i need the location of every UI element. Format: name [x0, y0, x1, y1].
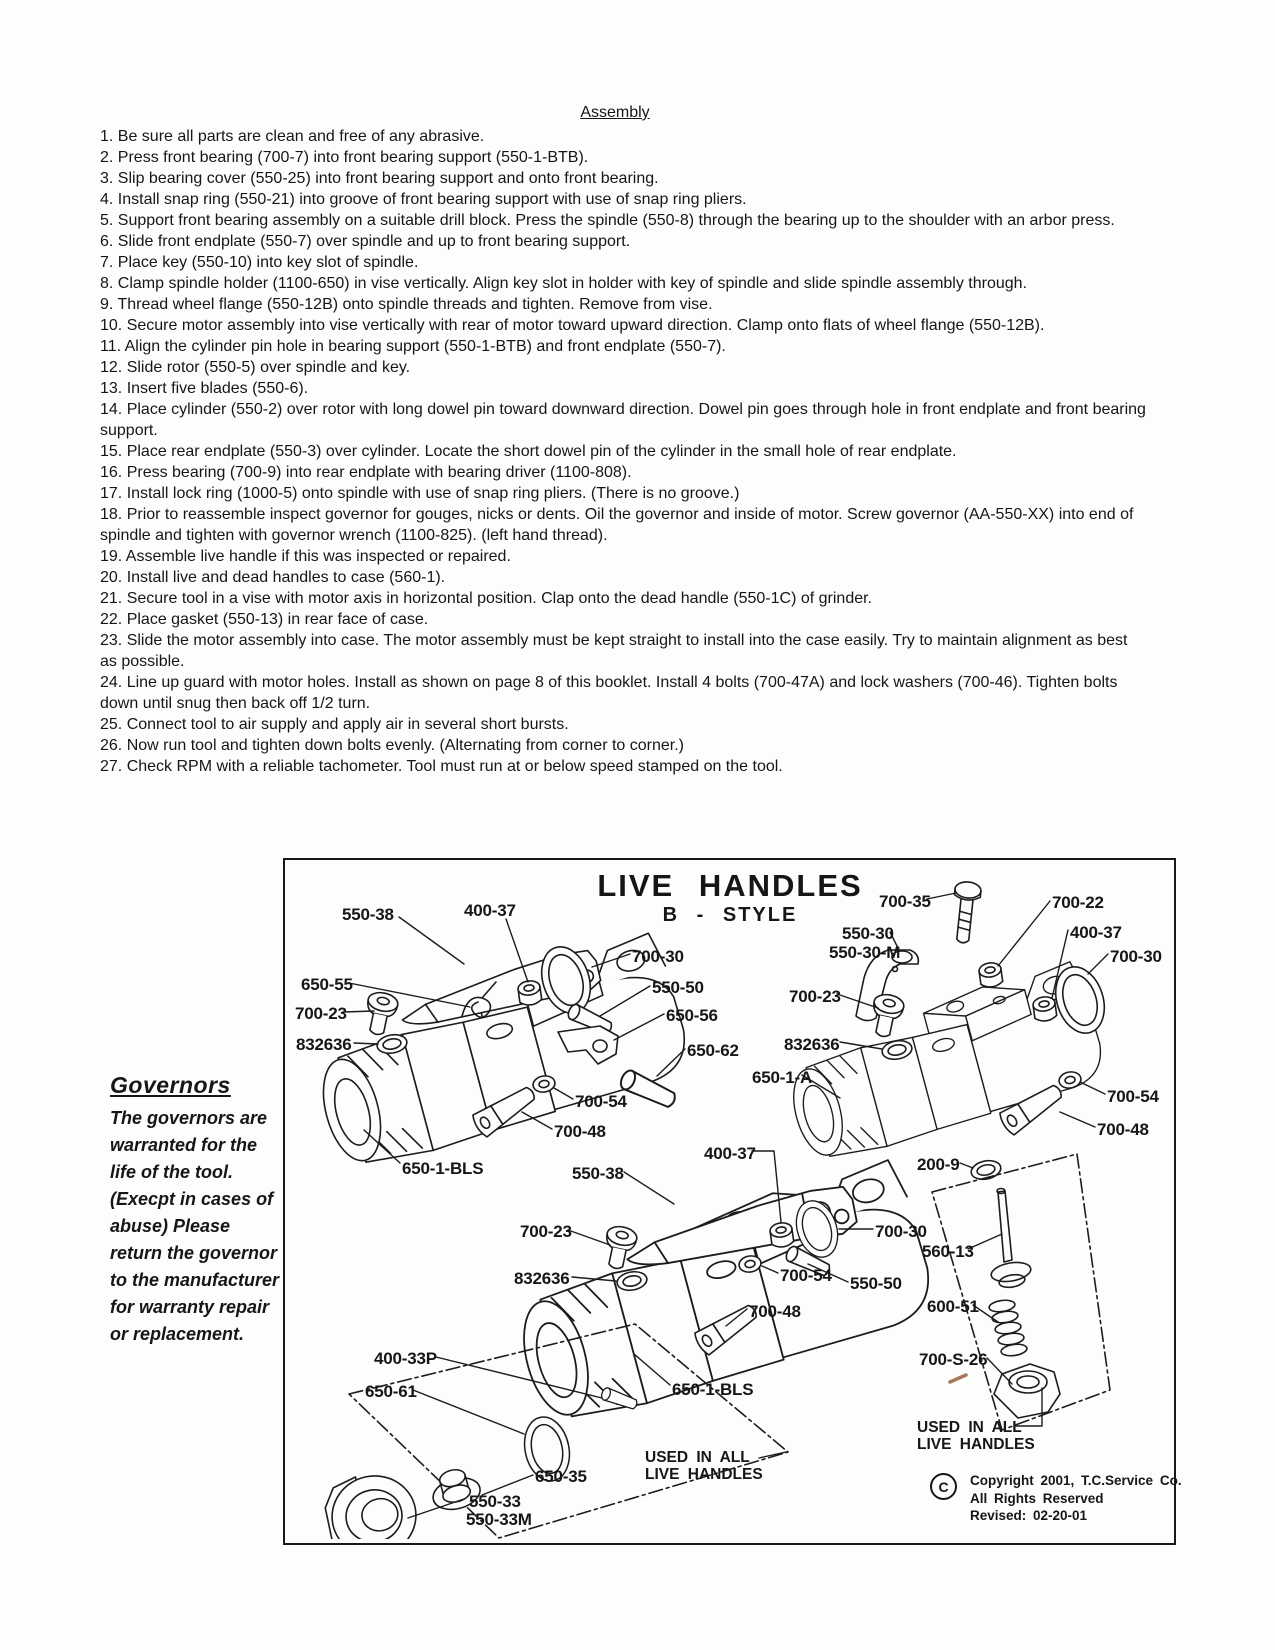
part-number-label: 550-38 — [342, 905, 394, 924]
part-number-label: 700-48 — [1097, 1120, 1149, 1139]
assembly-step: 20. Install live and dead handles to case (560-1). — [100, 569, 446, 586]
part-number-label: 550-33M — [466, 1510, 532, 1529]
assembly-step: 2. Press front bearing (700-7) into front bearing support (550-1-BTB). — [100, 149, 589, 166]
part-number-label: 550-30 — [842, 924, 894, 943]
assembly-step: 9. Thread wheel flange (550-12B) onto spindle threads and tighten. Remove from vise. — [100, 296, 713, 313]
assembly-step: 27. Check RPM with a reliable tachometer. Tool must run at or below speed stamped on the tool. — [100, 758, 783, 775]
part-number-label: 400-33P — [374, 1349, 437, 1368]
part-number-label: 560-13 — [922, 1242, 974, 1261]
assembly-step: 25. Connect tool to air supply and apply air in several short bursts. — [100, 716, 569, 733]
assembly-step: 16. Press bearing (700-9) into rear endplate with bearing driver (1100-808). — [100, 464, 632, 481]
part-number-label: 550-30-M — [829, 943, 901, 962]
part-number-label: 650-61 — [365, 1382, 417, 1401]
copyright-icon: C — [930, 1473, 957, 1500]
assembly-heading: Assembly — [580, 104, 650, 121]
part-number-label: 650-55 — [301, 975, 353, 994]
part-number-label: 700-48 — [554, 1122, 606, 1141]
assembly-step: 17. Install lock ring (1000-5) onto spindle with use of snap ring pliers. (There is no groove.) — [100, 485, 740, 502]
part-number-label: 550-33 — [469, 1492, 521, 1511]
used-in-all-note-right: USED IN ALL LIVE HANDLES — [917, 1419, 1035, 1453]
part-number-label: 650-1-BLS — [672, 1380, 754, 1399]
part-number-label: 650-1-A — [752, 1068, 813, 1087]
assembly-step: 19. Assemble live handle if this was inspected or repaired. — [100, 548, 511, 565]
assembly-step: 24. Line up guard with motor holes. Install as shown on page 8 of this booklet. Install 4 bolts (700-47A) and lock washers (700-46). Tighten bolts down until snug then back off 1/2 turn. — [100, 674, 1118, 712]
part-number-label: 400-37 — [1070, 923, 1122, 942]
assembly-step: 6. Slide front endplate (550-7) over spindle and up to front bearing support. — [100, 233, 631, 250]
part-number-label: 700-23 — [789, 987, 841, 1006]
assembly-steps-list — [100, 126, 1146, 777]
part-number-label: 700-35 — [879, 892, 931, 911]
governors-title: Governors — [110, 1072, 231, 1098]
part-number-label: 700-S-26 — [919, 1350, 988, 1369]
assembly-step: 5. Support front bearing assembly on a suitable drill block. Press the spindle (550-8) through the bearing up to the shoulder with an arbor press. — [100, 212, 1115, 229]
assembly-step: 22. Place gasket (550-13) in rear face of case. — [100, 611, 429, 628]
part-number-label: 200-9 — [917, 1155, 960, 1174]
assembly-step: 26. Now run tool and tighten down bolts evenly. (Alternating from corner to corner.) — [100, 737, 685, 754]
used-in-all-note-left: USED IN ALL LIVE HANDLES — [645, 1449, 763, 1483]
part-number-label: 400-37 — [464, 901, 516, 920]
assembly-step: 15. Place rear endplate (550-3) over cylinder. Locate the short dowel pin of the cylinder in the small hole of rear endplate. — [100, 443, 957, 460]
assembly-step: 21. Secure tool in a vise with motor axis in horizontal position. Clap onto the dead handle (550-1C) of grinder. — [100, 590, 872, 607]
assembly-step: 3. Slip bearing cover (550-25) into front bearing support and onto front bearing. — [100, 170, 659, 187]
assembly-step: 10. Secure motor assembly into vise vertically with rear of motor toward upward direction. Clamp onto flats of wheel flange (550-12B). — [100, 317, 1045, 334]
exploded-parts-diagram — [283, 858, 1182, 1545]
governors-note — [110, 1072, 282, 1348]
copyright-block — [930, 1472, 1182, 1525]
part-number-label: 832636 — [296, 1035, 352, 1054]
assembly-step: 23. Slide the motor assembly into case. The motor assembly must be kept straight to install into the case easily. Try to maintain alignment as best as possible. — [100, 632, 1128, 670]
revised-line: Revised: 02-20-01 — [970, 1508, 1088, 1523]
part-number-label: 700-22 — [1052, 893, 1104, 912]
part-number-label: 650-56 — [666, 1006, 718, 1025]
diagram-line-art — [285, 860, 1170, 1539]
part-number-label: 700-30 — [632, 947, 684, 966]
assembly-step: 18. Prior to reassemble inspect governor for gouges, nicks or dents. Oil the governor and inside of motor. Screw governor (AA-550-XX) into end of spindle and tighten with governor wrench (1100-825). (left hand thread). — [100, 506, 1134, 544]
rights-line: All Rights Reserved — [970, 1490, 1104, 1506]
assembly-step: 8. Clamp spindle holder (1100-650) in vise vertically. Align key slot in holder with key of spindle and slide spindle assembly through. — [100, 275, 1028, 292]
part-number-label: 650-1-BLS — [402, 1159, 484, 1178]
assembly-step: 4. Install snap ring (550-21) into groove of front bearing support with use of snap ring pliers. — [100, 191, 747, 208]
part-number-label: 832636 — [784, 1035, 840, 1054]
assembly-step: 14. Place cylinder (550-2) over rotor with long dowel pin toward downward direction. Dowel pin goes through hole in front endplate and front bearing support. — [100, 401, 1146, 439]
part-number-label: 550-50 — [652, 978, 704, 997]
assembly-step: 7. Place key (550-10) into key slot of spindle. — [100, 254, 419, 271]
part-number-label: 650-62 — [687, 1041, 739, 1060]
part-number-label: 550-38 — [572, 1164, 624, 1183]
assembly-step: 12. Slide rotor (550-5) over spindle and key. — [100, 359, 411, 376]
governors-body: The governors are warranted for the life of the tool. (Execpt in cases of abuse) Please return the governor to the manufacturer for warranty repair or replacement. — [110, 1108, 280, 1344]
diagram-subtitle: B - STYLE — [662, 904, 798, 926]
part-number-label: 700-48 — [749, 1302, 801, 1321]
part-number-label: 832636 — [514, 1269, 570, 1288]
assembly-step: 11. Align the cylinder pin hole in bearing support (550-1-BTB) and front endplate (550-7). — [100, 338, 726, 355]
part-number-label: 550-50 — [850, 1274, 902, 1293]
part-number-label: 700-23 — [520, 1222, 572, 1241]
part-number-label: 700-54 — [780, 1266, 832, 1285]
copyright-line: Copyright 2001, T.C.Service Co. — [970, 1473, 1182, 1488]
page-title-row — [100, 104, 1130, 122]
part-number-label: 400-37 — [704, 1144, 756, 1163]
part-number-label: 700-54 — [1107, 1087, 1159, 1106]
part-number-label: 700-23 — [295, 1004, 347, 1023]
part-number-label: 600-51 — [927, 1297, 979, 1316]
assembly-step: 1. Be sure all parts are clean and free of any abrasive. — [100, 128, 485, 145]
assembly-step: 13. Insert five blades (550-6). — [100, 380, 309, 397]
part-number-label: 700-54 — [575, 1092, 627, 1111]
diagram-title: LIVE HANDLES — [597, 868, 863, 903]
part-number-label: 700-30 — [1110, 947, 1162, 966]
part-number-label: 650-35 — [535, 1467, 587, 1486]
part-number-label: 700-30 — [875, 1222, 927, 1241]
